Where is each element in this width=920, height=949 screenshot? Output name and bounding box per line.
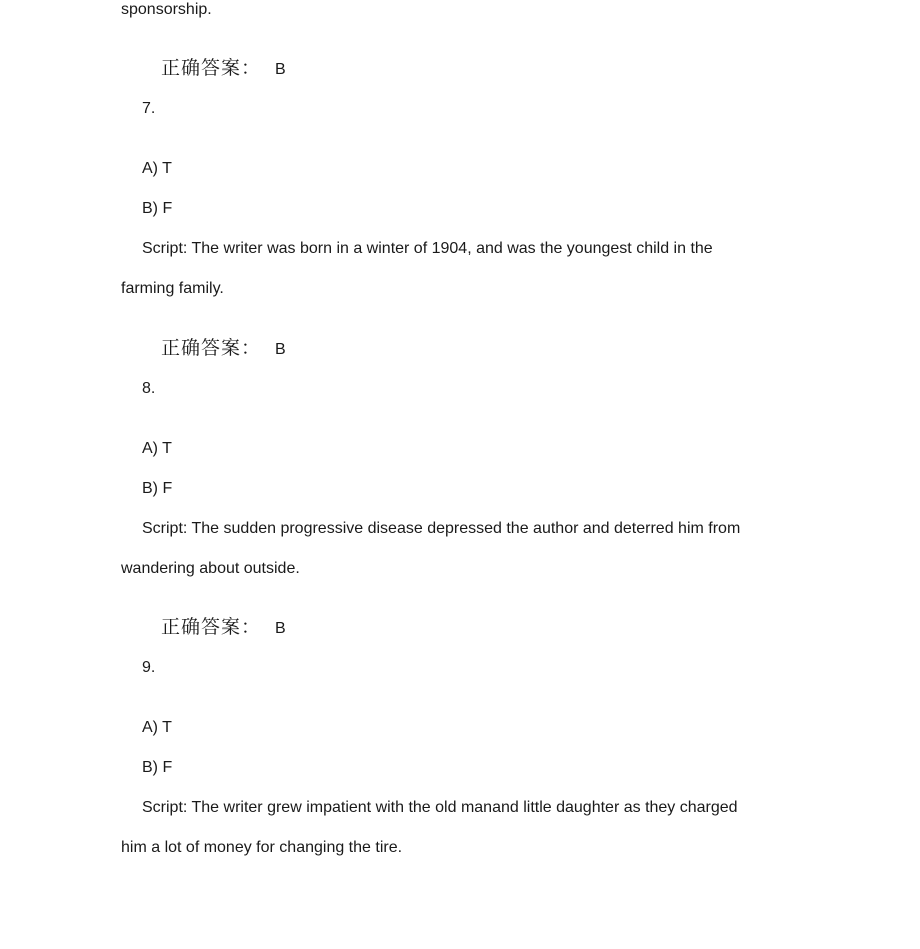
option-a: A) T (142, 719, 172, 736)
option-a: A) T (142, 160, 172, 177)
question-number: 9. (142, 659, 156, 676)
correct-answer (161, 615, 286, 641)
correct-answer-value: B (275, 620, 286, 637)
script-continuation: sponsorship. (121, 1, 212, 18)
correct-answer-label: 正确答案： (161, 337, 262, 359)
option-a: A) T (142, 440, 172, 457)
script-line: farming family. (121, 280, 224, 297)
correct-answer-value: B (275, 341, 286, 358)
correct-answer (161, 56, 286, 82)
question-number: 7. (142, 100, 156, 117)
option-b: B) F (142, 200, 173, 217)
correct-answer-label: 正确答案： (161, 57, 262, 79)
correct-answer-value: B (275, 61, 286, 78)
script-line: him a lot of money for changing the tire. (121, 839, 403, 856)
script-line: wandering about outside. (121, 560, 300, 577)
option-b: B) F (142, 480, 173, 497)
script-line: Script: The writer was born in a winter of 1904, and was the youngest child in the (142, 240, 713, 257)
option-b: B) F (142, 759, 173, 776)
script-line: Script: The writer grew impatient with the old manand little daughter as they charged (142, 799, 738, 816)
correct-answer (161, 336, 286, 362)
question-number: 8. (142, 380, 156, 397)
script-line: Script: The sudden progressive disease depressed the author and deterred him from (142, 520, 741, 537)
correct-answer-label: 正确答案： (161, 616, 262, 638)
